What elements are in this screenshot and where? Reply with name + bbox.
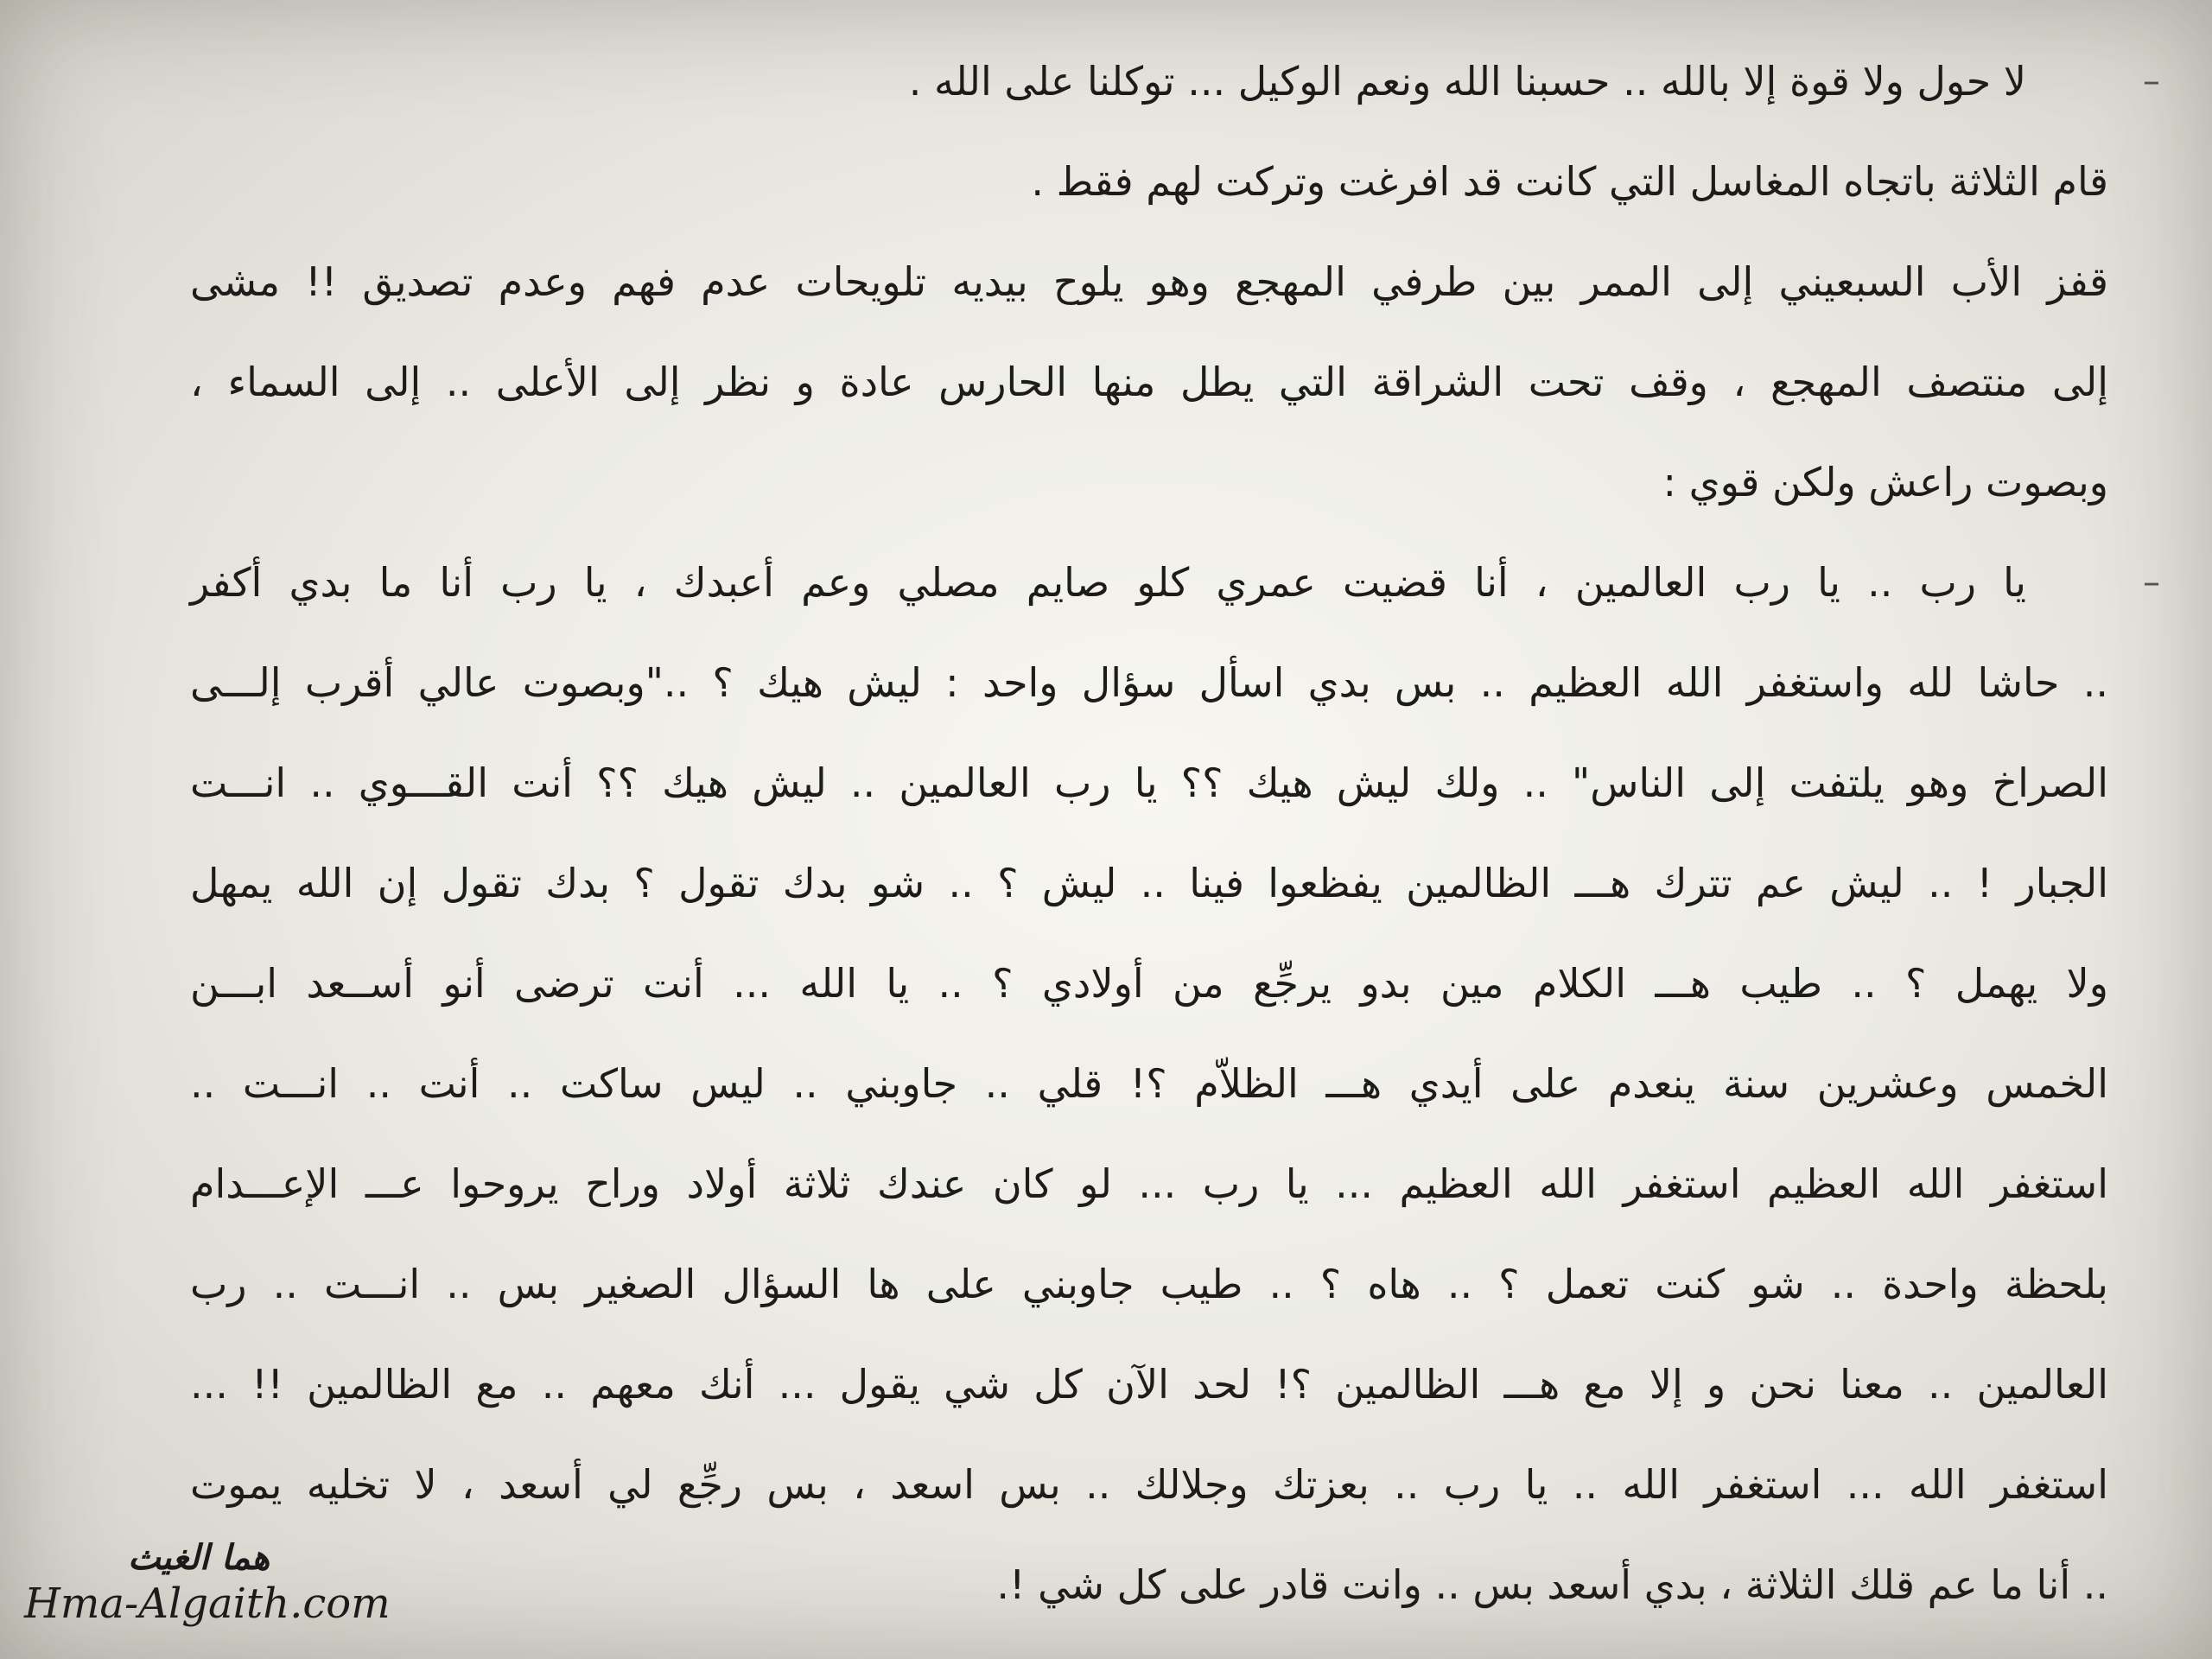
paragraph-line-16 [190,1535,2108,1635]
line-text: لا حول ولا قوة إلا بالله .. حسبنا الله ونعم الوكيل ... توكلنا على الله . [908,58,2026,105]
line-text: وبصوت راعش ولكن قوي : [1662,459,2108,505]
paragraph-line-14: العالمين .. معنا نحن و إلا مع هـــ الظالمين ؟! لحد الآن كل شي يقول ... أنك معهم .. مع الظالمين !! ... [190,1361,2108,1408]
paragraph-line-9: الجبار ! .. ليش عم تترك هـــ الظالمين يفظعوا فينا .. ليش ؟ .. شو بدك تقول ؟ بدك تقول إن الله يمهل [190,860,2108,906]
paragraph-line-12: استغفر الله العظيم استغفر الله العظيم ... يا رب ... لو كان عندك ثلاثة أولاد وراح يروحوا عـــ الإعـــدام [190,1160,2108,1207]
watermark-arabic: هما الغيث [128,1537,270,1578]
paragraph-line-8: الصراخ وهو يلتفت إلى الناس" .. ولك ليش هيك ؟؟ يا رب العالمين .. ليش هيك ؟؟ أنت القـــوي .. انـــت [190,760,2108,806]
paragraph-line-7: .. حاشا لله واستغفر الله العظيم .. بس بدي اسأل سؤال واحد : ليش هيك ؟ .."وبصوت عالي أقرب إلـــى [190,659,2108,706]
watermark [24,1536,391,1628]
paragraph-line-2 [190,131,2108,232]
watermark-url: Hma-Algaith.com [24,1580,391,1628]
paragraph-line-15: استغفر الله ... استغفر الله .. يا رب .. بعزتك وجلالك .. بس اسعد ، بس رجِّع لي أسعد ، لا تخليه يموت [190,1461,2108,1508]
paragraph-line-4: إلى منتصف المهجع ، وقف تحت الشراقة التي يطل منها الحارس عادة و نظر إلى الأعلى .. إلى السماء ، [190,359,2108,405]
dialogue-line-6 [190,532,2160,632]
paragraph-line-10: ولا يهمل ؟ .. طيب هـــ الكلام مين بدو يرجِّع من أولادي ؟ .. يا الله ... أنت ترضى أنو أســعد ابـــن [190,960,2108,1007]
line-text: .. أنا ما عم قلك الثلاثة ، بدي أسعد بس .. وانت قادر على كل شي !. [996,1561,2108,1608]
paragraph-line-13: بلحظة واحدة .. شو كنت تعمل ؟ .. هاه ؟ .. طيب جاوبني على ها السؤال الصغير بس .. انـــت .. رب [190,1261,2108,1307]
paragraph-line-11: الخمس وعشرين سنة ينعدم على أيدي هـــ الظلاّم ؟! قلي .. جاوبني .. ليس ساكت .. أنت .. انـــت .. [190,1060,2108,1107]
dialogue-dash: – [2143,61,2160,101]
dialogue-dash: – [2143,563,2160,602]
line-text: قام الثلاثة باتجاه المغاسل التي كانت قد افرغت وتركت لهم فقط . [1031,158,2108,205]
dialogue-line-1 [190,31,2160,131]
text-body [190,31,2160,1635]
paragraph-line-3: قفز الأب السبعيني إلى الممر بين طرفي المهجع وهو يلوح بيديه تلويحات عدم فهم وعدم تصديق !! مشى [190,258,2108,305]
paragraph-line-5 [190,432,2108,532]
line-text: يا رب .. يا رب العالمين ، أنا قضيت عمري كلو صايم مصلي وعم أعبدك ، يا رب أنا ما بدي أكفر [190,559,2026,606]
